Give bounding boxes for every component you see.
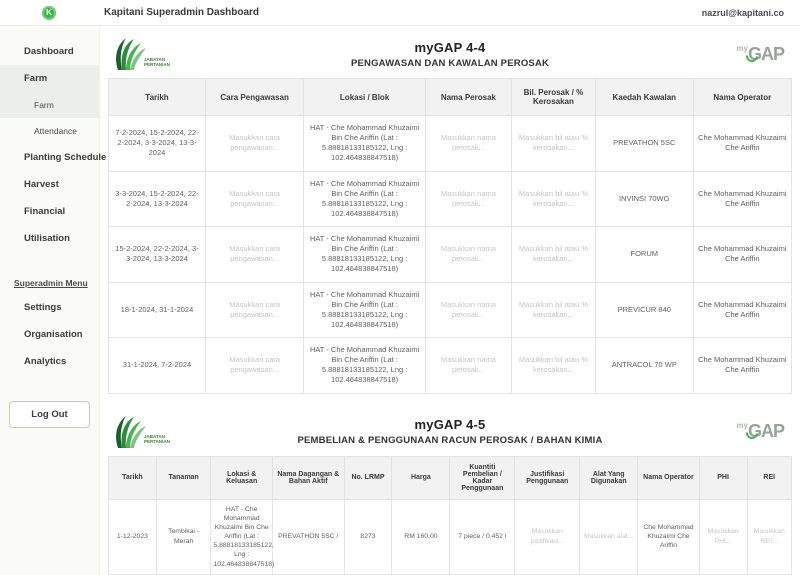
cell-lokasi: HAT - Che Mohammad Khuzaimi Bin Che Ariffin (Lat : 5.88818133185122, Lng : 102.464838847518)	[304, 116, 426, 172]
col-phi: PHI	[699, 456, 747, 499]
table-row	[109, 338, 792, 394]
nama-perosak-input[interactable]: Masukkan nama perosak...	[425, 227, 511, 283]
kapitani-logo-icon: K	[42, 6, 56, 20]
col-nama-operator: Nama Operator	[693, 79, 791, 116]
section-4-4-header	[108, 30, 792, 78]
sidebar-item-settings[interactable]: Settings	[24, 302, 62, 313]
cell-lrmp: 8273	[344, 499, 392, 574]
sidebar-item-farm[interactable]: Farm	[24, 73, 48, 84]
cell-nama-operator: Che Mohammad Khuzaimi Che Ariffin	[693, 116, 791, 172]
bil-perosak-input[interactable]: Masukkan bil atau % kerosakan...	[511, 282, 595, 338]
table-4-4-header-row	[109, 79, 792, 116]
jabatan-pertanian-label: JABATAN PERTANIAN	[144, 434, 170, 445]
section-4-5-header	[108, 408, 792, 456]
nama-perosak-input[interactable]: Masukkan nama perosak...	[425, 282, 511, 338]
section-4-5-title: myGAP 4-5	[414, 417, 486, 432]
table-row	[109, 116, 792, 172]
bil-perosak-input[interactable]: Masukkan bil atau % kerosakan...	[511, 227, 595, 283]
bil-perosak-input[interactable]: Masukkan bil atau % kerosakan...	[511, 338, 595, 394]
jabatan-pertanian-label: JABATAN PERTANIAN	[144, 56, 170, 67]
mygap-logo: $^{my}$GAP	[736, 43, 784, 64]
cell-kaedah-kawalan: FORUM	[595, 227, 693, 283]
cara-pengawasan-input[interactable]: Masukkan cara pengawasan...	[205, 171, 303, 227]
col-cara-pengawasan: Cara Pengawasan	[205, 79, 303, 116]
cell-kaedah-kawalan: PREVATHON 5SC	[595, 116, 693, 172]
cell-kaedah-kawalan: ANTRACOL 70 WP	[595, 338, 693, 394]
cell-dagangan: PREVATHON 5SC /	[272, 499, 344, 574]
table-row	[109, 171, 792, 227]
sidebar-item-harvest[interactable]: Harvest	[24, 179, 59, 190]
col-justifikasi: Justifikasi Penggunaan	[515, 456, 580, 499]
cell-nama-operator: Che Mohammad Khuzaimi Che Ariffin	[693, 171, 791, 227]
cell-tarikh: 7-2-2024, 15-2-2024, 22-2-2024, 3-3-2024, 13-3-2024	[109, 116, 206, 172]
jabatan-pertanian-logo	[110, 414, 202, 450]
sidebar-subitem-attendance[interactable]: Attendance	[34, 126, 78, 136]
col-nama-perosak: Nama Perosak	[425, 79, 511, 116]
table-row	[109, 227, 792, 283]
cara-pengawasan-input[interactable]: Masukkan cara pengawasan...	[205, 116, 303, 172]
cell-tarikh: 18-1-2024, 31-1-2024	[109, 282, 206, 338]
phi-input[interactable]: Masukkan PHI...	[699, 499, 747, 574]
section-mygap-4-4	[108, 30, 792, 394]
table-mygap-4-5	[108, 456, 792, 575]
cell-harga: RM 160.00	[392, 499, 450, 574]
cell-lokasi: HAT - Che Mohammad Khuzaimi Bin Che Ariffin (Lat : 5.88818133185122, Lng : 102.464838847518)	[304, 282, 426, 338]
cara-pengawasan-input[interactable]: Masukkan cara pengawasan...	[205, 338, 303, 394]
topbar	[0, 0, 800, 26]
col-no-lrmp: No. LRMP	[344, 456, 392, 499]
section-mygap-4-5	[108, 408, 792, 575]
sidebar-item-planting-schedule[interactable]: Planting Schedule	[24, 152, 107, 163]
cell-tarikh: 15-2-2024, 22-2-2024, 3-3-2024, 13-3-2024	[109, 227, 206, 283]
sidebar-item-utilisation[interactable]: Utilisation	[24, 233, 70, 244]
section-4-4-title: myGAP 4-4	[414, 39, 486, 55]
section-4-5-subtitle: PEMBELIAN & PENGGUNAAN RACUN PEROSAK / BAHAN KIMIA	[297, 435, 603, 446]
cell-tanaman: Tembikai - Merah	[156, 499, 211, 574]
bil-perosak-input[interactable]: Masukkan bil atau % kerosakan...	[511, 116, 595, 172]
col-kaedah-kawalan: Kaedah Kawalan	[595, 79, 693, 116]
cara-pengawasan-input[interactable]: Masukkan cara pengawasan...	[205, 227, 303, 283]
sidebar	[0, 26, 107, 575]
user-email: nazrul@kapitani.co	[701, 7, 784, 18]
sidebar-subitem-farm[interactable]: Farm	[34, 100, 54, 110]
sidebar-item-dashboard[interactable]: Dashboard	[24, 46, 74, 57]
rei-input[interactable]: Masukkan REI...	[747, 499, 792, 574]
cell-kaedah-kawalan: PREVICUR 840	[595, 282, 693, 338]
cell-lokasi: HAT - Che Mohammad Khuzaimi Bin Che Ariffin (Lat : 5.88818133185122, Lng : 102.464838847518)	[304, 171, 426, 227]
app-title: Kapitani Superadmin Dashboard	[104, 7, 260, 18]
col-rei: REI	[747, 456, 792, 499]
jabatan-pertanian-logo	[110, 36, 202, 72]
section-4-4-titles	[202, 40, 698, 69]
cara-pengawasan-input[interactable]: Masukkan cara pengawasan...	[205, 282, 303, 338]
justifikasi-input[interactable]: Masukkan justifikasi...	[515, 499, 580, 574]
col-lokasi-blok: Lokasi / Blok	[304, 79, 426, 116]
section-4-5-titles	[202, 417, 698, 446]
cell-kuantiti: 7 piece / 0.452 l	[450, 499, 515, 574]
col-lokasi-keluasan: Lokasi & Keluasan	[211, 456, 272, 499]
sidebar-item-financial[interactable]: Financial	[24, 206, 66, 217]
table-mygap-4-4	[108, 78, 792, 394]
sidebar-item-analytics[interactable]: Analytics	[24, 356, 67, 367]
cell-tarikh: 1-12-2023	[109, 499, 157, 574]
cell-kaedah-kawalan: INVINSI 70WG	[595, 171, 693, 227]
mygap-logo: $^{my}$GAP	[736, 421, 784, 441]
cell-nama-operator: Che Mohammad Khuzaimi Che Ariffin	[693, 338, 791, 394]
table-4-5-header-row	[109, 456, 792, 499]
alat-input[interactable]: Masukkan alat...	[580, 499, 638, 574]
col-harga: Harga	[392, 456, 450, 499]
col-alat: Alat Yang Digunakan	[580, 456, 638, 499]
main-content	[100, 26, 800, 575]
cell-nama-operator: Che Mohammad Khuzaimi Che Ariffin	[638, 499, 699, 574]
col-tarikh: Tarikh	[109, 456, 157, 499]
cell-lokasi: HAT - Che Mohammad Khuzaimi Bin Che Ariffin (Lat : 5.88818133185122, Lng : 102.464838847518)	[304, 338, 426, 394]
cell-nama-operator: Che Mohammad Khuzaimi Che Ariffin	[693, 282, 791, 338]
col-tarikh: Tarikh	[109, 79, 206, 116]
nama-perosak-input[interactable]: Masukkan nama perosak...	[425, 338, 511, 394]
cell-lokasi: HAT - Che Mohammad Khuzaimi Bin Che Ariffin (Lat : 5.88818133185122, Lng : 102.464838847518)	[304, 227, 426, 283]
col-nama-dagangan: Nama Dagangan & Bahan Aktif	[272, 456, 344, 499]
cell-tarikh: 3-3-2024, 15-2-2024, 22-2-2024, 13-3-2024	[109, 171, 206, 227]
cell-tarikh: 31-1-2024, 7-2-2024	[109, 338, 206, 394]
col-nama-operator: Nama Operator	[638, 456, 699, 499]
table-row	[109, 499, 792, 574]
sidebar-group-farm	[0, 65, 99, 118]
superadmin-menu-link[interactable]: Superadmin Menu	[14, 278, 88, 288]
bil-perosak-input[interactable]: Masukkan bil atau % kerosakan...	[511, 171, 595, 227]
cell-nama-operator: Che Mohammad Khuzaimi Che Ariffin	[693, 227, 791, 283]
nama-perosak-input[interactable]: Masukkan nama perosak...	[425, 116, 511, 172]
cell-lokasi: HAT - Che Mohammad Khuzaimi Bin Che Ariffin (Lat : 5.88818133185122, Lng : 102.464838847518)	[211, 499, 272, 574]
col-bil-perosak: Bil. Perosak / % Kerosakan	[511, 79, 595, 116]
col-tanaman: Tanaman	[156, 456, 211, 499]
sidebar-item-organisation[interactable]: Organisation	[24, 329, 83, 340]
col-kuantiti: Kuantiti Pembelian / Kadar Penggunaan	[450, 456, 515, 499]
section-4-4-subtitle: PENGAWASAN DAN KAWALAN PEROSAK	[350, 57, 550, 69]
nama-perosak-input[interactable]: Masukkan nama perosak...	[425, 171, 511, 227]
logout-button[interactable]: Log Out	[9, 401, 90, 428]
table-row	[109, 282, 792, 338]
